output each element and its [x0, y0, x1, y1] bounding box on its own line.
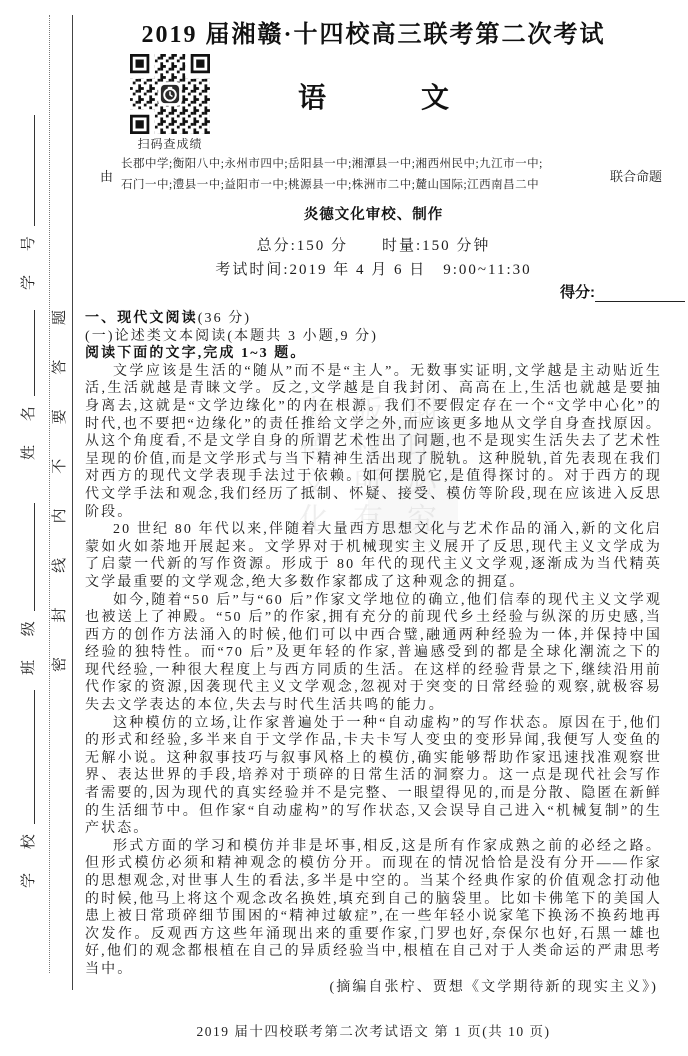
section-heading	[85, 309, 662, 328]
qr-caption: 扫码查成绩	[137, 137, 203, 151]
student-name-blank	[34, 310, 35, 396]
committee-prefix: 由	[100, 168, 114, 184]
school-label: 学 校	[21, 824, 37, 888]
seal-char: 答	[51, 359, 68, 375]
exam-title: 2019 届湘赣·十四校高三联考第二次考试	[141, 22, 606, 48]
watermark-line: 版权所有	[348, 395, 381, 539]
paragraph: 20 世纪 80 年代以来,伴随着大量西方思想文化与艺术作品的涌入,新的文化启蒙如火如荼地开展起来。文学界对于机械现实主义展开了反思,现代主义文学成为了启蒙一代新的写作资源。形成于 80 年代的现代主义文学观,逐渐成为当代精英文学最重要的文学观念,绝大多数作家都成了这种观念的拥趸。	[85, 522, 662, 590]
subject-title	[85, 76, 662, 116]
committee-suffix: 联合命题	[609, 168, 662, 184]
school-list-line1: 长郡中学;衡阳八中;永州市四中;岳阳县一中;湘潭县一中;湘西州民中;九江市一中;	[121, 158, 543, 170]
watermark-line: 翻印必究	[402, 395, 435, 539]
school-blank	[34, 690, 35, 824]
committee-block	[100, 154, 662, 196]
paragraph: 形式方面的学习和模仿并非是坏事,相反,这是所有作家成熟之前的必经之路。但形式模仿必须和精神观念的模仿分开。而现在的情况恰恰是没有分开——作家的思想观念,对世事人生的看法,多半是中空的。当某个经典作家的价值观念打动他的时候,他马上将这个观念改名换姓,填充到自己的脑袋里。比如卡佛笔下的美国人患上被日常琐碎细节围困的“精神过敏症”,在一些年轻小说家笔下换汤不换药地再次发作。反观西方这些年涌现出来的重要作家,门罗也好,奈保尔也好,石黑一雄也好,他们的观念都根植在自己的异质经验当中,根植在自己对于人类命运的严肃思考当中。	[85, 838, 662, 977]
student-id-blank	[34, 115, 35, 226]
instruction-line: 阅读下面的文字,完成 1~3 题。	[85, 346, 307, 362]
class-field	[17, 503, 39, 675]
student-name-label: 姓 名	[21, 396, 37, 460]
producer-line: 炎德文化审校、制作	[303, 207, 444, 223]
paragraph: 这种模仿的立场,让作家普遍处于一种“自动虚构”的写作状态。原因在于,他们的形式和经验,多半来自于文学作品,卡夫卡写人变虫的变形异闻,我便写人变鱼的无解小说。这种叙事技巧与叙事风格上的模仿,确实能够帮助作家迅速找准观察世界、表达世界的手段,培养对于琐碎的日常生活的洞察力。这一点是现代社会写作者需要的,因为现代的真实经验并不是完整、一眼望得见的,而是分散、隐匿在新鲜的生活细节中。但作家“自动虚构”的写作状态,又会误导自己进入“机械复制”的生产状态。	[85, 715, 662, 837]
score-duration-line: 总分:150 分 时量:150 分钟	[256, 238, 491, 254]
seal-char: 密	[51, 656, 68, 672]
section-heading-score: (36 分)	[197, 311, 252, 326]
exam-time-line: 考试时间:2019 年 4 月 6 日 9:00~11:30	[215, 262, 532, 278]
paragraph: 文学应该是生活的“随从”而不是“主人”。无数事实证明,文学越是主动贴近生活,生活就越是青睐文学。反之,文学越是自我封闭、高高在上,生活也就越是要抽身离去,这就是“文学边缘化”的内在根源。我们不要假定存在一个“文学中心化”的时代,也不要把“边缘化”的责任推给文学之外,而应该更多地从文学自身查找原因。从这个角度看,不是文学自身的所谓艺术性出了问题,也不是现实生活失去了艺术性呈现的价值,而是文学形式与当下精神生活出现了脱轨。这种脱轨,首先表现在我们对西方的现代文学表现手法过于依赖。如何摆脱它,是值得探讨的。对于西方的现代文学手法和观念,我们经历了抵制、怀疑、接受、模仿等阶段,现在应该进入反思阶段。	[85, 363, 662, 520]
school-list	[121, 154, 602, 196]
school-list-line2: 石门一中;澧县一中;益阳市一中;桃源县一中;株洲市二中;麓山国际;江西南昌二中	[121, 179, 540, 191]
score-field	[560, 281, 685, 302]
paragraph: 如今,随着“50 后”与“60 后”作家文学地位的确立,他们信奉的现代主义文学观也被送上了神殿。“50 后”的作家,拥有充分的前现代乡土经验与纵深的历史感,当西方的创作方法涌入的时候,他们可以中西合璧,融通两种经验为一体,并保持中国经验的独特性。而“70 后”及更年轻的作家,普遍感受到的都是全球化潮流之下的现代经验,一种很大程度上与西方同质的生活。在这样的经验背景之下,继续沿用前代作家的资源,因袭现代主义文学观念,忽视对于突变的日常经验的观察,就极容易失去文学表达的本位,失去与时代生活共鸣的能力。	[85, 592, 662, 714]
attribution: (摘编自张柠、贾想《文学期待新的现实主义》)	[329, 979, 658, 995]
seal-char: 线	[51, 557, 68, 573]
student-id-label: 学 号	[21, 226, 37, 290]
page-footer: 2019 届十四校联考第二次考试语文 第 1 页(共 10 页)	[196, 1024, 551, 1039]
seal-char: 题	[51, 310, 68, 326]
seal-char: 封	[51, 607, 68, 623]
seal-solid-line	[72, 15, 73, 990]
score-label: 得分:	[560, 284, 595, 301]
student-id-field	[17, 115, 39, 290]
class-blank	[34, 503, 35, 611]
subject-char: 语	[297, 83, 326, 114]
subsection-heading: (一)论述类文本阅读(本题共 3 小题,9 分)	[85, 328, 379, 344]
exam-body	[85, 309, 662, 996]
class-label: 班 级	[21, 611, 37, 675]
seal-line-text	[47, 310, 69, 672]
seal-char: 要	[51, 409, 68, 425]
score-blank	[595, 285, 685, 302]
seal-char: 内	[51, 508, 68, 524]
subject-char: 文	[421, 83, 450, 114]
watermark-line: 炎德文化	[294, 395, 327, 539]
seal-char: 不	[51, 458, 68, 474]
student-name-field	[17, 310, 39, 460]
section-heading-number: 一、现代文阅读	[85, 309, 198, 325]
school-field	[17, 690, 39, 888]
